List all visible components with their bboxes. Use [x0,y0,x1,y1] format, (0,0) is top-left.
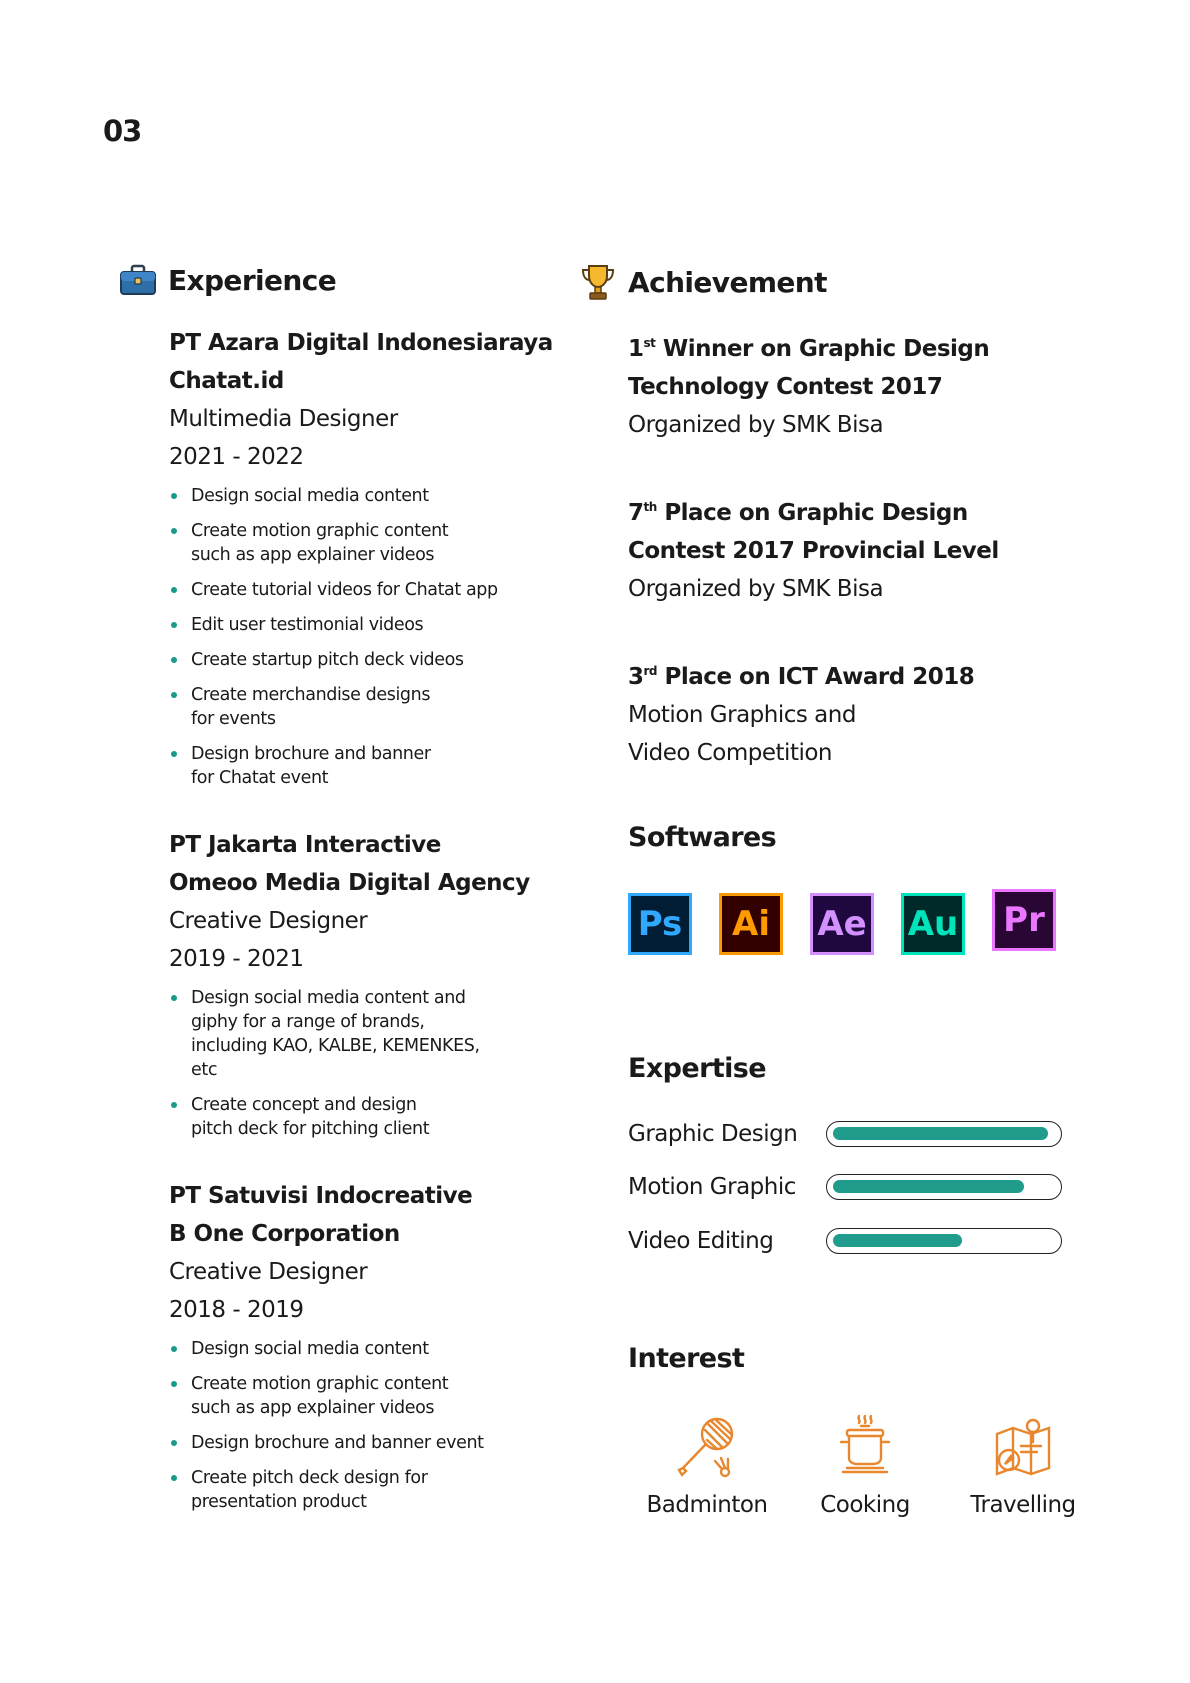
company-brand: Omeoo Media Digital Agency [169,870,530,896]
task-item: Design brochure and banner for Chatat event [169,742,441,790]
interest-item [944,1410,1102,1518]
company-name: PT Satuvisi Indocreative [169,1183,473,1209]
illustrator-icon: Ai [719,893,783,955]
briefcase-icon [118,260,158,300]
page-number: 03 [103,114,142,148]
task-item: Create tutorial videos for Chatat app [169,578,549,602]
task-item: Create pitch deck design for presentation product [169,1466,461,1514]
job-years: 2021 - 2022 [169,444,304,470]
task-item: Design social media content [169,484,549,508]
job-role: Creative Designer [169,1259,368,1285]
task-item: Edit user testimonial videos [169,613,549,637]
job-role: Creative Designer [169,908,368,934]
achievement-entry [628,324,1088,444]
achievement-title-line: Winner on Graphic Design [662,336,990,362]
rank-suffix: st [643,336,656,350]
interest-label: Travelling [970,1492,1076,1518]
expertise-title: Expertise [628,1053,766,1084]
achievement-event: Contest 2017 Provincial Level [628,538,999,564]
achievement-rank [628,488,1088,532]
achievement-title: Achievement [628,265,827,299]
rank-number: 1 [628,336,644,362]
task-list [169,484,549,790]
achievement-organizer: Organized by SMK Bisa [628,412,884,438]
expertise-fill [833,1234,962,1247]
rank-suffix: rd [643,664,658,678]
after-effects-icon: Ae [810,893,874,955]
expertise-fill [833,1180,1024,1193]
job-entry [169,324,553,790]
task-item: Create motion graphic content such as app explainer videos [169,1372,453,1420]
company-name: PT Azara Digital Indonesiaraya [169,330,553,356]
expertise-bar [826,1121,1062,1147]
achievement-entry [628,652,1088,772]
achievement-list [628,324,1088,816]
job-years: 2019 - 2021 [169,946,304,972]
premiere-icon: Pr [992,889,1056,951]
job-entry [169,826,549,1141]
trophy-icon [578,262,618,302]
achievement-detail: Video Competition [628,740,833,766]
task-item: Design social media content [169,1337,549,1361]
audition-icon: Au [901,893,965,955]
expertise-row [628,1121,1062,1147]
job-role: Multimedia Designer [169,406,398,432]
interest-item [786,1410,944,1518]
task-item: Create startup pitch deck videos [169,648,549,672]
task-list [169,986,549,1141]
experience-list [169,324,553,1550]
achievement-event: Technology Contest 2017 [628,374,943,400]
rank-suffix: th [643,500,657,514]
achievement-rank [628,652,1088,696]
expertise-row [628,1228,1062,1254]
rank-number: 7 [628,500,644,526]
rank-number: 3 [628,664,644,690]
achievement-detail: Motion Graphics and [628,702,856,728]
job-years: 2018 - 2019 [169,1297,304,1323]
cooking-pot-icon [827,1410,903,1486]
expertise-label: Video Editing [628,1228,774,1254]
expertise-row [628,1174,1062,1200]
company-brand: B One Corporation [169,1221,400,1247]
software-icons [628,893,1083,955]
expertise-bar [826,1228,1062,1254]
travel-map-icon [985,1410,1061,1486]
achievement-rank [628,324,1088,368]
photoshop-icon: Ps [628,893,692,955]
achievement-entry [628,488,1088,608]
softwares-title: Softwares [628,822,777,853]
expertise-fill [833,1127,1048,1140]
experience-heading [118,260,336,300]
achievement-heading [578,262,827,302]
expertise-bar [826,1174,1062,1200]
task-item: Create motion graphic content such as app explainer videos [169,519,453,567]
interest-title: Interest [628,1343,745,1374]
task-list [169,1337,549,1514]
badminton-icon [669,1410,745,1486]
achievement-organizer: Organized by SMK Bisa [628,576,884,602]
company-brand: Chatat.id [169,368,284,394]
experience-title: Experience [168,263,337,297]
job-entry [169,1177,549,1514]
task-item: Create merchandise designs for events [169,683,441,731]
expertise-label: Graphic Design [628,1121,798,1147]
expertise-label: Motion Graphic [628,1174,796,1200]
interest-list [628,1410,1102,1518]
task-item: Create concept and design pitch deck for pitching client [169,1093,449,1141]
achievement-title-line: Place on Graphic Design [664,500,968,526]
achievement-title-line: Place on ICT Award 2018 [664,664,975,690]
interest-item [628,1410,786,1518]
task-item: Design social media content and giphy for a range of brands, including KAO, KALBE, KEMENKES, etc [169,986,491,1082]
task-item: Design brochure and banner event [169,1431,549,1455]
company-name: PT Jakarta Interactive [169,832,441,858]
interest-label: Cooking [820,1492,910,1518]
interest-label: Badminton [646,1492,768,1518]
